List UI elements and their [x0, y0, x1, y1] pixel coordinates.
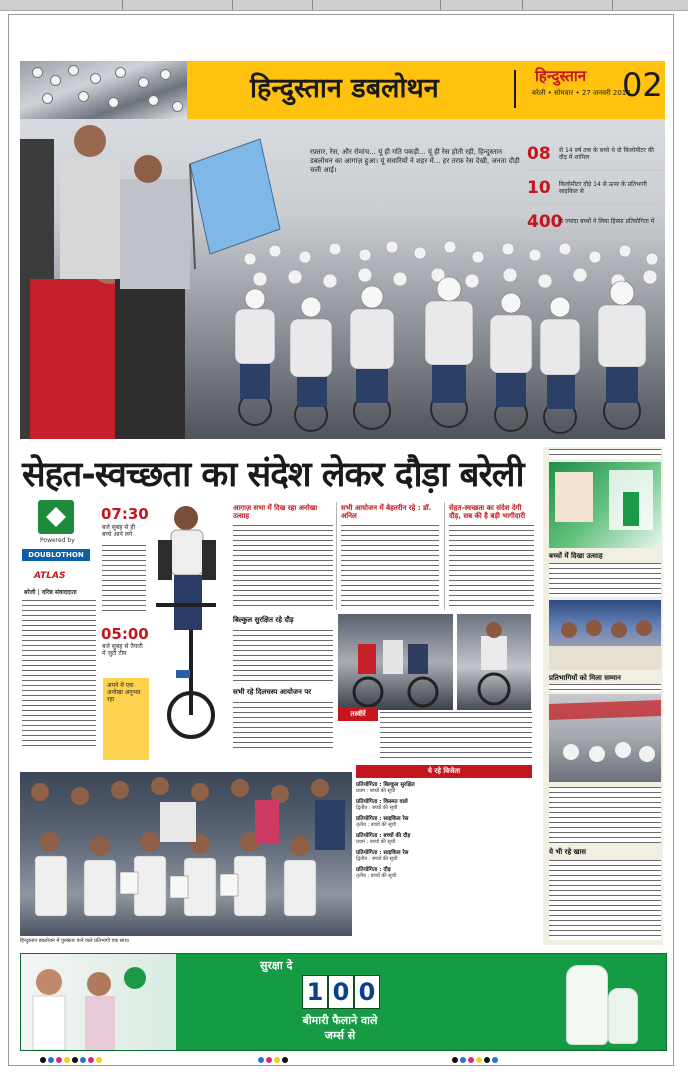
winners-row-names: प्रथम : बच्चों की सूची: [356, 839, 396, 845]
ad-text-line: जर्म्स से: [324, 1029, 356, 1042]
cyclist-photo: [146, 500, 231, 770]
stat-number: 10: [527, 177, 551, 198]
sidebar-text: [549, 449, 661, 459]
stat-text: किलोमीटर दौड़े 14 से ऊपर के प्रतिभागी साइकिल से: [559, 180, 647, 195]
article-body: [233, 525, 333, 610]
winners-row-names: द्वितीय : बच्चों की सूची: [356, 805, 398, 811]
photo-caption-text: [380, 712, 532, 760]
page-title: हिन्दुस्तान डबलोथन: [250, 73, 439, 104]
winners-row: [356, 797, 532, 811]
ad-digit: 0: [354, 975, 380, 1009]
ad-family-photo: [21, 954, 176, 1050]
header-divider: [514, 70, 516, 108]
ad-text-line: बीमारी फैलाने वाले: [302, 1014, 378, 1027]
winners-box-title: ये रहे विजेता: [356, 765, 532, 778]
winners-row-names: तृतीय : बच्चों की सूची: [356, 873, 397, 879]
winners-row: [356, 814, 532, 828]
winners-row-title: प्रतियोगिता : साइकिल रेस: [356, 850, 409, 856]
winners-row-names: द्वितीय : बच्चों की सूची: [356, 856, 398, 862]
toolbar-divider: [312, 0, 313, 10]
left-article-text: [22, 600, 96, 750]
winners-row-names: तृतीय : बच्चों की सूची: [356, 822, 397, 828]
column-divider: [444, 502, 445, 610]
toolbar-divider: [440, 0, 441, 10]
dettol-logo-icon: [38, 500, 74, 534]
winners-row-title: प्रतियोगिता : दौड़: [356, 867, 391, 873]
timeline-time: 05:00: [101, 625, 149, 643]
winners-row-names: प्रथम : बच्चों की सूची: [356, 788, 396, 794]
winners-row-title: प्रतियोगिता : बच्चों की दौड़: [356, 833, 411, 839]
registration-marks: [40, 1057, 102, 1063]
sidebar-text: [549, 684, 661, 692]
group-photo-caption: हिन्दुस्तान डबलोथन में पुरस्कार पाने वाले प्रतिभागी एक साथ।: [20, 938, 130, 944]
toolbar-divider: [522, 0, 523, 10]
sidebar-heading: बच्चों में दिखा उत्साह: [549, 552, 603, 560]
dettol-bottle-icon: [566, 965, 608, 1045]
winners-row-title: प्रतियोगिता : बिल्कुल सुरक्षित: [356, 782, 415, 788]
ad-headline: सुरक्षा दे: [260, 959, 293, 972]
stat-text: से ज्यादा बच्चों ने लिया हिस्सा प्रतियोगिता में: [559, 218, 655, 225]
byline: बरेली | वरिष्ठ संवाददाता: [24, 589, 77, 596]
main-headline: सेहत-स्वच्छता का संदेश लेकर दौड़ा बरेली: [22, 455, 524, 495]
article-body: [233, 702, 333, 752]
brand-logo: हिन्दुस्तान: [535, 67, 587, 85]
sidebar-photo: [549, 462, 661, 548]
group-photo: [20, 772, 352, 936]
winners-row: [356, 865, 532, 879]
timeline-text: बजे सुबह से ही बच्चे आने लगे: [102, 524, 136, 538]
stat-number: 400: [527, 211, 563, 232]
dettol-bottle-icon: [608, 988, 638, 1044]
winners-list: [356, 780, 532, 882]
timeline-time: 07:30: [101, 505, 149, 523]
article-heading: सभी आयोजन में बेहतरीन रहे : डॉ. अनिल: [341, 504, 432, 520]
winners-row: [356, 831, 532, 845]
sidebar-heading: ये भी रहे खास: [549, 848, 586, 856]
stat-item: [527, 137, 662, 171]
timeline-text: बजे सुबह से तैयारी में जुटी टीम: [102, 643, 143, 657]
sidebar-text: [549, 787, 661, 843]
header-crowd-photo: [20, 61, 187, 119]
ad-digit: 1: [302, 975, 328, 1009]
article-heading: सभी रहे दिलचस्प आयोजन पर: [233, 688, 312, 696]
stat-item: [527, 171, 662, 205]
stat-item: [527, 205, 662, 239]
page-number: 02: [622, 66, 663, 104]
article-heading: आगाज़ सभा में दिख रहा अनोखा उत्साह: [233, 504, 318, 520]
article-heading: बिल्कुल सुरक्षित रहे दौड़: [233, 616, 294, 624]
winners-row-title: प्रतियोगिता : किस्मत वाले: [356, 799, 408, 805]
ad-digit: 0: [328, 975, 354, 1009]
event-photo: [457, 614, 531, 710]
event-photo: [338, 614, 453, 710]
winners-row-title: प्रतियोगिता : साइकिल रेस: [356, 816, 409, 822]
hero-intro-text: रफ़्तार, रेस, और रोमांच... यूं ही गति पकड़ी... यूं ही रेस होती रही, हिन्दुस्तान डबलोथन का आगाज़ हुआ। यूं सवारियों ने शहर में... हर तरफ़ रेस देखी, जनता दौड़ी चली आई।: [310, 148, 520, 174]
sidebar-text: [549, 563, 661, 597]
photo-tag: तस्वीरें: [338, 707, 378, 721]
timeline-body: [102, 545, 146, 615]
column-divider: [336, 502, 337, 610]
quote-box: [103, 678, 149, 760]
registration-marks: [452, 1057, 498, 1063]
winners-row: [356, 848, 532, 862]
sidebar-photo: [549, 600, 661, 670]
article-body: [449, 525, 534, 610]
viewer-toolbar: [0, 0, 688, 11]
sponsor-label: Powered by: [40, 537, 75, 544]
toolbar-divider: [122, 0, 123, 10]
edition-line: बरेली • सोमवार • 27 जनवरी 2014: [532, 89, 631, 97]
stats-box: [527, 137, 662, 239]
toolbar-divider: [232, 0, 233, 10]
sidebar-heading: प्रतिभागियों को मिला सम्मान: [549, 674, 621, 682]
article-heading: सेहत-स्वच्छता का संदेश देगी दौड़, सब की है बड़ी भागीदारी: [449, 504, 526, 520]
sidebar-photo: [549, 694, 661, 782]
sidebar-text: [549, 860, 661, 940]
winners-row: [356, 780, 532, 794]
toolbar-divider: [612, 0, 613, 10]
doublothon-logo: DOUBLOTHON: [22, 549, 90, 561]
atlas-logo: ATLAS: [34, 571, 66, 581]
stat-text: से 14 वर्ष तक के बच्चे थे दो किलोमीटर की दौड़ में शामिल: [559, 146, 654, 161]
article-body: [341, 525, 439, 610]
stat-number: 08: [527, 143, 551, 164]
article-body: [233, 630, 333, 682]
quote-text: अपने में एक अनोखा अनुभव रहा: [107, 682, 141, 703]
registration-marks: [258, 1057, 288, 1063]
